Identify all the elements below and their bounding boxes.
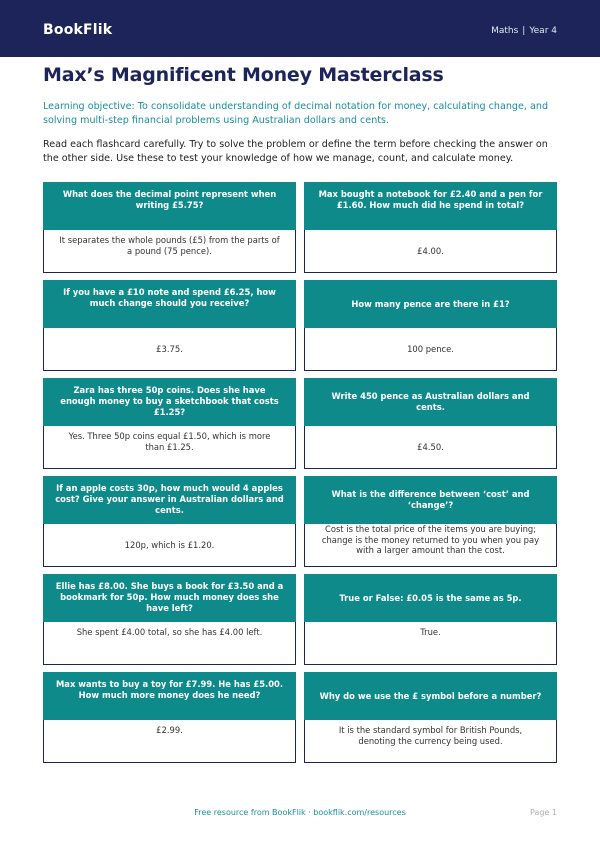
flashcard-row xyxy=(43,182,557,273)
flashcard-answer: Yes. Three 50p coins equal £1.50, which is more than £1.25. xyxy=(43,426,296,469)
flashcard-question: What does the decimal point represent when writing £5.75? xyxy=(43,182,296,230)
flashcard-answer: Cost is the total price of the items you are buying; change is the money returned to you when you pay with a larger amount than the cost. xyxy=(304,524,557,567)
flashcard-question: Zara has three 50p coins. Does she have enough money to buy a sketchbook that costs £1.25? xyxy=(43,378,296,426)
flashcard-row xyxy=(43,280,557,371)
flashcard-grid xyxy=(43,182,557,770)
flashcard xyxy=(43,476,296,567)
breadcrumb-year: Year 4 xyxy=(529,26,557,36)
page-title: Max’s Magnificent Money Masterclass xyxy=(43,64,444,86)
flashcard-answer: True. xyxy=(304,622,557,665)
flashcard xyxy=(43,280,296,371)
flashcard-answer: She spent £4.00 total, so she has £4.00 left. xyxy=(43,622,296,665)
flashcard-answer: It separates the whole pounds (£5) from the parts of a pound (75 pence). xyxy=(43,230,296,273)
flashcard-answer: £4.50. xyxy=(304,426,557,469)
breadcrumb-separator: | xyxy=(522,26,526,36)
flashcard-answer: It is the standard symbol for British Pounds, denoting the currency being used. xyxy=(304,720,557,763)
flashcard-answer: 100 pence. xyxy=(304,328,557,371)
breadcrumb-subject: Maths xyxy=(491,26,519,36)
brand-logo-text[interactable]: BookFlik xyxy=(43,22,113,38)
learning-objective: Learning objective: To consolidate understanding of decimal notation for money, calculating change, and solving multi-step financial problems using Australian dollars and cents. xyxy=(43,101,549,126)
flashcard-answer: £3.75. xyxy=(43,328,296,371)
breadcrumb xyxy=(491,26,557,36)
flashcard-answer: £4.00. xyxy=(304,230,557,273)
flashcard xyxy=(304,672,557,763)
flashcard-question: Write 450 pence as Australian dollars and cents. xyxy=(304,378,557,426)
flashcard xyxy=(43,182,296,273)
flashcard-question: Max wants to buy a toy for £7.99. He has £5.00. How much more money does he need? xyxy=(43,672,296,720)
flashcard-row xyxy=(43,574,557,665)
flashcard-question: Max bought a notebook for £2.40 and a pen for £1.60. How much did he spend in total? xyxy=(304,182,557,230)
flashcard-question: True or False: £0.05 is the same as 5p. xyxy=(304,574,557,622)
flashcard-question: Why do we use the £ symbol before a number? xyxy=(304,672,557,720)
flashcard xyxy=(304,280,557,371)
footer-link[interactable]: Free resource from BookFlik · bookflik.com/resources xyxy=(194,808,406,817)
flashcard xyxy=(43,574,296,665)
flashcard xyxy=(304,182,557,273)
flashcard-question: What is the difference between ‘cost’ and ‘change’? xyxy=(304,476,557,524)
flashcard-answer: 120p, which is £1.20. xyxy=(43,524,296,567)
flashcard-question: Ellie has £8.00. She buys a book for £3.50 and a bookmark for 50p. How much money does she have left? xyxy=(43,574,296,622)
flashcard-row xyxy=(43,672,557,763)
flashcard-question: If you have a £10 note and spend £6.25, how much change should you receive? xyxy=(43,280,296,328)
flashcard xyxy=(43,672,296,763)
flashcard xyxy=(304,476,557,567)
flashcard-answer: £2.99. xyxy=(43,720,296,763)
top-bar xyxy=(0,0,600,57)
flashcard-row xyxy=(43,476,557,567)
flashcard xyxy=(304,378,557,469)
flashcard xyxy=(43,378,296,469)
flashcard-question: How many pence are there in £1? xyxy=(304,280,557,328)
flashcard xyxy=(304,574,557,665)
flashcard-question: If an apple costs 30p, how much would 4 apples cost? Give your answer in Australian dollars and cents. xyxy=(43,476,296,524)
page-number: Page 1 xyxy=(530,808,557,817)
flashcard-row xyxy=(43,378,557,469)
intro-text: Read each flashcard carefully. Try to solve the problem or define the term before checking the answer on the other side. Use these to test your knowledge of how we manage, count, and calculate money. xyxy=(43,139,548,164)
